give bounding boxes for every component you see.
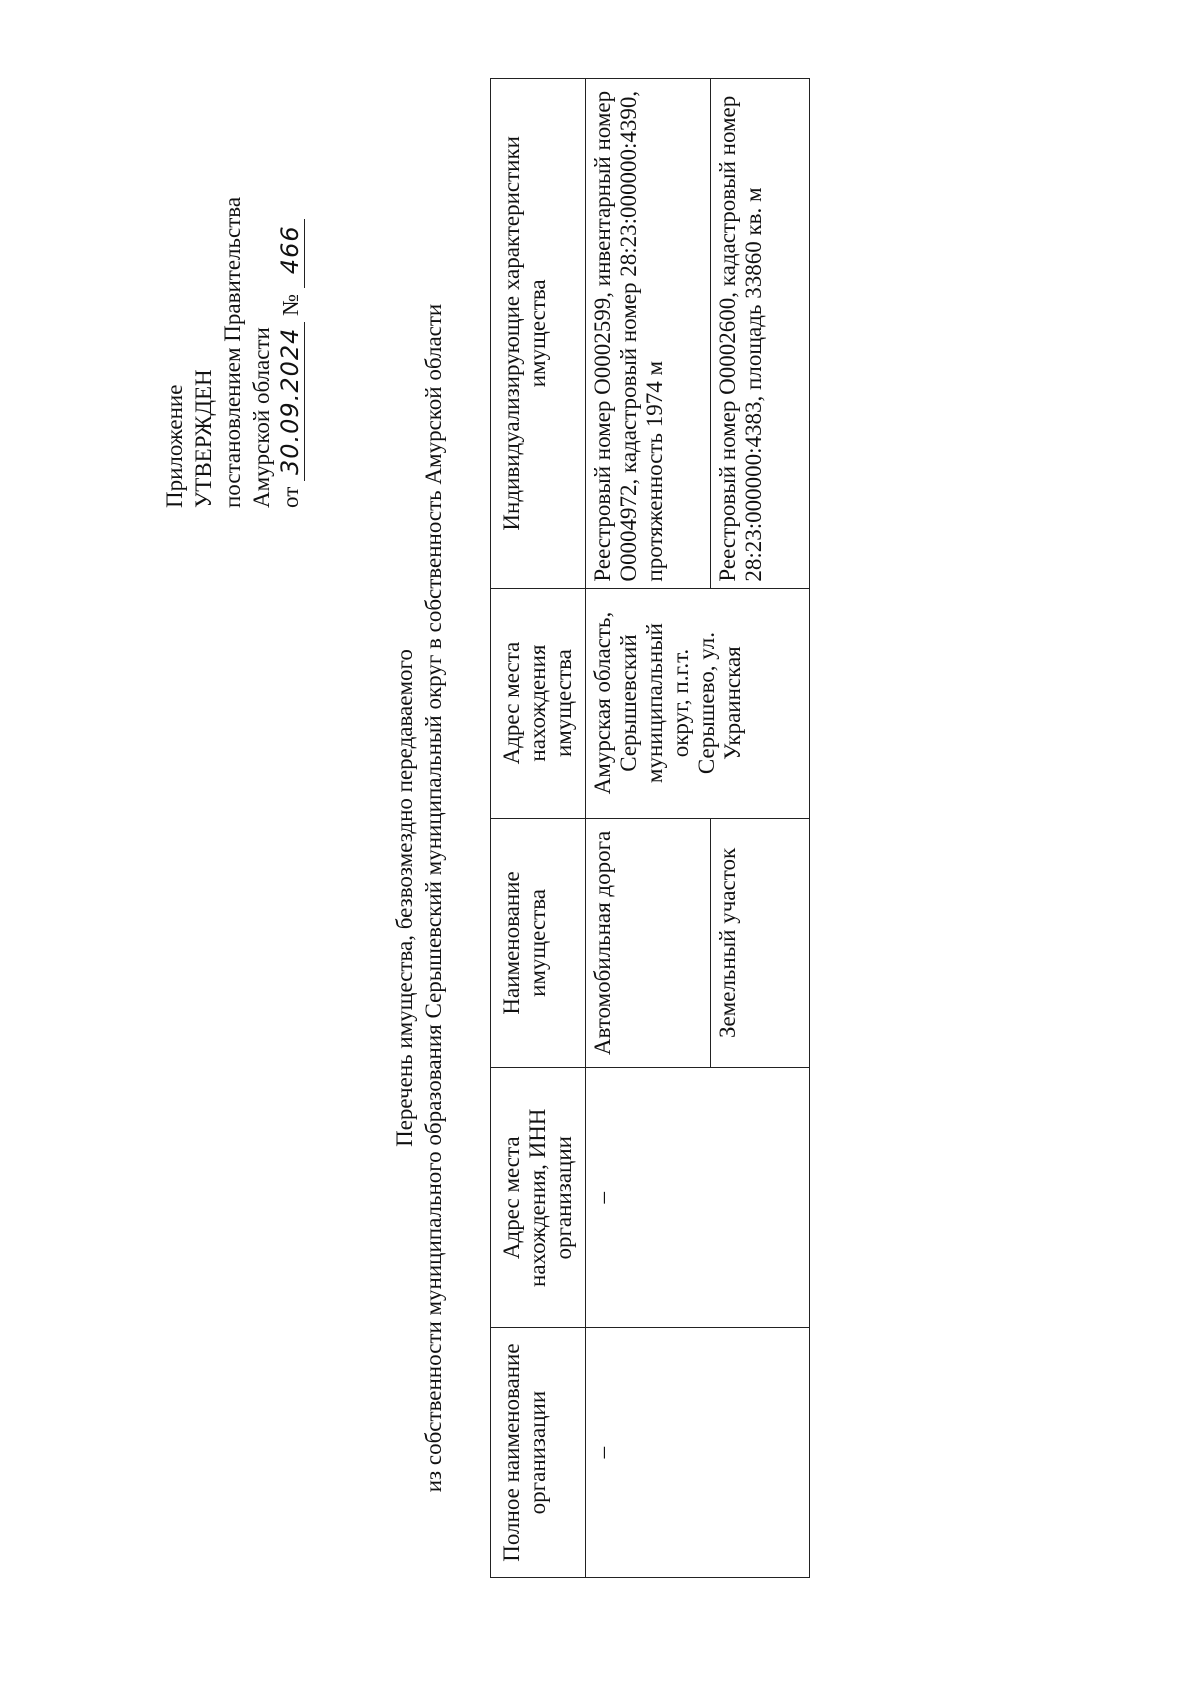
approved-label: УТВЕРЖДЕН — [191, 369, 216, 508]
characteristics-1-text: Реестровый номер О0002599, инвентарный номер О0004972, кадастровый номер 28:23:000000:4390, протяженность 1974 м — [590, 90, 667, 582]
table-row — [586, 79, 810, 1578]
cell-org-name: – — [586, 1328, 810, 1578]
title-line-2: из собственности муниципального образования Серышевский муниципальный округ в собственность Амурской области — [421, 303, 446, 1493]
region-label: Амурской области — [249, 327, 274, 508]
cell-org-address: – — [586, 1068, 810, 1328]
header-org-name: Полное наименование организации — [491, 1328, 586, 1578]
approval-stamp-block — [160, 88, 305, 508]
header-characteristics: Индивидуализирующие характеристики имущества — [491, 79, 586, 589]
header-property-address: Адрес места нахождения имущества — [491, 588, 586, 818]
header-property-name: Наименование имущества — [491, 818, 586, 1068]
cell-characteristics — [586, 79, 810, 589]
number-prefix: № — [278, 293, 303, 316]
decree-number: 466 — [276, 219, 305, 288]
property-name-2: Земельный участок — [710, 819, 809, 1068]
table-header-row — [491, 79, 586, 1578]
cell-property-names — [586, 818, 810, 1068]
decree-date: 30.09.2024 — [276, 322, 305, 481]
appendix-label: Приложение — [162, 384, 187, 508]
document-title — [390, 198, 448, 1598]
characteristics-2: Реестровый номер О0002600, кадастровый номер 28:23:000000:4383, площадь 33860 кв. м — [710, 79, 809, 588]
property-table — [490, 78, 810, 1578]
cell-property-address: Амурская область, Серышевский муниципальный округ, п.г.т. Серышево, ул. Украинская — [586, 588, 810, 818]
decree-date-line — [276, 88, 305, 508]
approved-by-label: постановлением Правительства — [220, 196, 245, 508]
title-line-1: Перечень имущества, безвозмездно передаваемого — [392, 649, 417, 1147]
characteristics-1 — [586, 79, 710, 588]
date-prefix: от — [278, 486, 303, 508]
property-name-1: Автомобильная дорога — [590, 830, 615, 1056]
header-org-address: Адрес места нахождения, ИНН организации — [491, 1068, 586, 1328]
